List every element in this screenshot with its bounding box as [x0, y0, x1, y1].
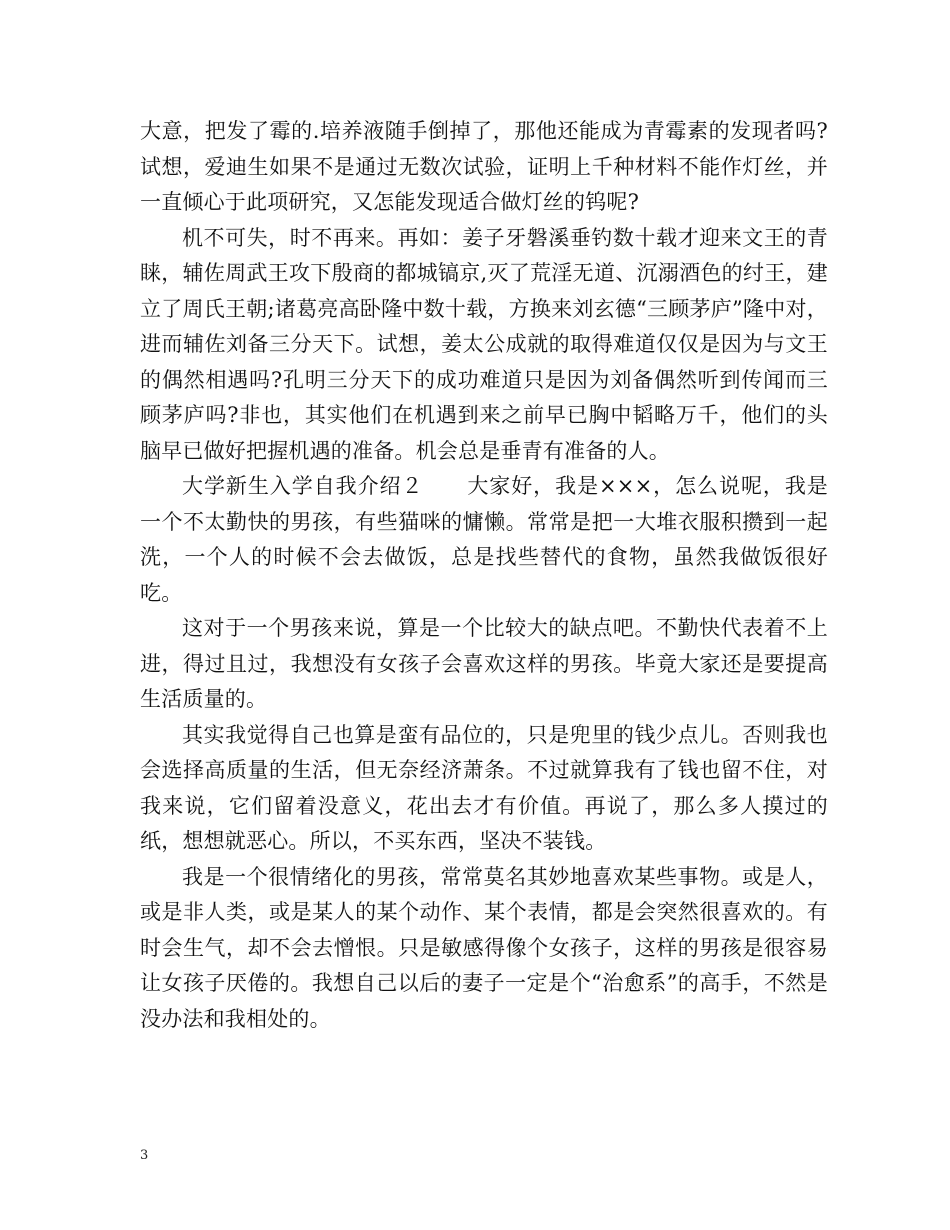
paragraph-5: 其实我觉得自己也算是蛮有品位的，只是兜里的钱少点儿。否则我也会选择高质量的生活，但无奈经济萧条。不过就算我有了钱也留不住，对我来说，它们留着没意义，花出去才有价值。再说了，那么多人摸过的纸，想想就恶心。所以，不买东西，坚决不装钱。 — [140, 722, 828, 853]
paragraph-3: 大学新生入学自我介绍２ 大家好，我是×××，怎么说呢，我是一个不太勤快的男孩，有些猫咪的慵懒。常常是把一大堆衣服积攒到一起洗，一个人的时候不会去做饭，总是找些替代的食物，虽然我做饭很好吃。 — [140, 474, 828, 605]
paragraph-1: 大意，把发了霉的.培养液随手倒掉了，那他还能成为青霉素的发现者吗?试想，爱迪生如果不是通过无数次试验，证明上千种材料不能作灯丝，并一直倾心于此项研究，又怎能发现适合做灯丝的钨呢? — [140, 119, 828, 214]
page-number: 3 — [140, 1148, 149, 1163]
paragraph-4: 这对于一个男孩来说，算是一个比较大的缺点吧。不勤快代表着不上进，得过且过，我想没有女孩子会喜欢这样的男孩。毕竟大家还是要提高生活质量的。 — [140, 616, 828, 711]
paragraph-6: 我是一个很情绪化的男孩，常常莫名其妙地喜欢某些事物。或是人，或是非人类，或是某人的某个动作、某个表情，都是会突然很喜欢的。有时会生气，却不会去憎恨。只是敏感得像个女孩子，这样的男孩是很容易让女孩子厌倦的。我想自己以后的妻子一定是个“治愈系”的高手，不然是没办法和我相处的。 — [140, 864, 828, 1031]
document-body — [140, 114, 828, 1037]
paragraph-2: 机不可失，时不再来。再如：姜子牙磐溪垂钓数十载才迎来文王的青睐，辅佐周武王攻下殷商的都城镐京,灭了荒淫无道、沉溺酒色的纣王，建立了周氏王朝;诸葛亮高卧隆中数十载，方换来刘玄德“三顾茅庐”隆中对，进而辅佐刘备三分天下。试想，姜太公成就的取得难道仅仅是因为与文王的偶然相遇吗?孔明三分天下的成功难道只是因为刘备偶然听到传闻而三顾茅庐吗?非也，其实他们在机遇到来之前早已胸中韬略万千，他们的头脑早已做好把握机遇的准备。机会总是垂青有准备的人。 — [140, 225, 828, 463]
